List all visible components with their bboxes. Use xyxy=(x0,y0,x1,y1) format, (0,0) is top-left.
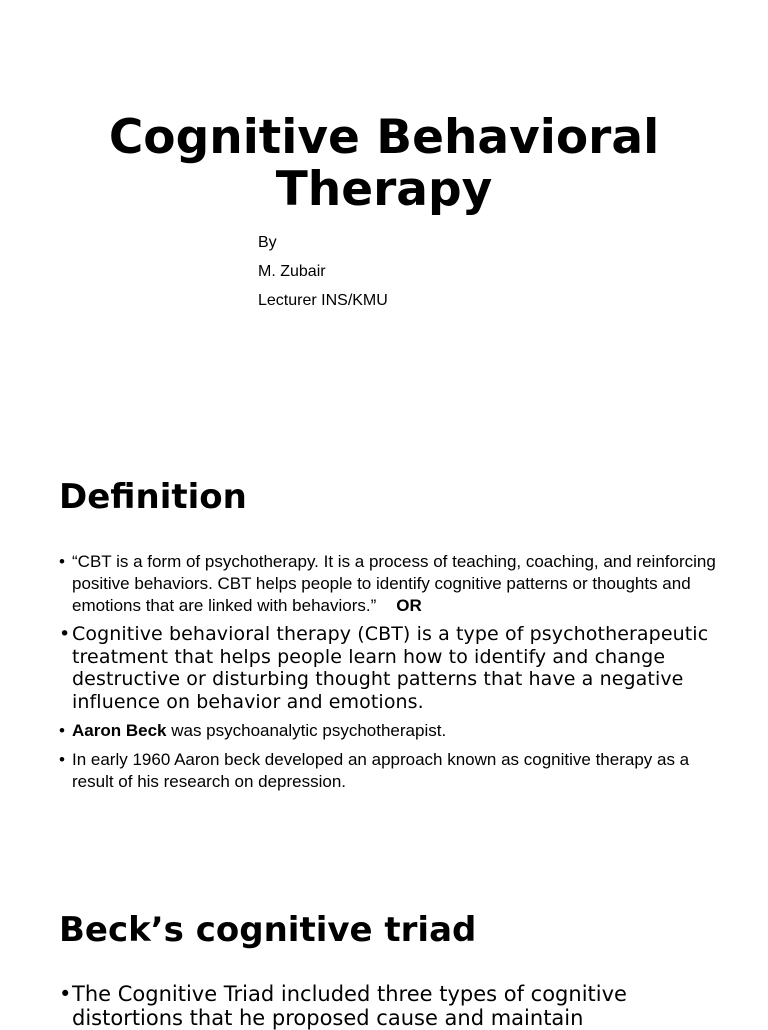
beck-name: Aaron Beck xyxy=(72,721,167,740)
by-label: By xyxy=(258,234,277,251)
definition-heading: Definition xyxy=(59,477,247,517)
triad-bullet-list xyxy=(59,982,719,1030)
author-affiliation: Lecturer INS/KMU xyxy=(258,292,388,309)
bullet-icon: • xyxy=(59,721,65,740)
bullet-icon: • xyxy=(59,982,72,1006)
cbt-description: Cognitive behavioral therapy (CBT) is a type of psychotherapeutic treatment that helps people learn how to identify and change destructive or disturbing thought patterns that have a negative influence on behavior and emotions. xyxy=(72,623,709,713)
cbt-quote: “CBT is a form of psychotherapy. It is a process of teaching, coaching, and reinforcing positive behaviors. CBT helps people to identify cognitive patterns or thoughts and emotions that are linked with behaviors.” xyxy=(72,552,716,615)
bullet-icon: • xyxy=(59,750,65,769)
bullet-icon: • xyxy=(59,623,71,645)
or-label: OR xyxy=(396,596,422,615)
definition-bullet-list xyxy=(59,551,719,800)
triad-heading: Beck’s cognitive triad xyxy=(59,910,477,950)
list-item xyxy=(59,749,719,793)
author-block xyxy=(258,228,388,315)
cognitive-triad-slide xyxy=(0,860,768,1030)
list-item xyxy=(59,623,719,713)
beck-history: In early 1960 Aaron beck developed an approach known as cognitive therapy as a result of his research on depression. xyxy=(72,750,690,791)
title-line-2: Therapy xyxy=(275,162,493,217)
definition-slide xyxy=(0,420,768,860)
title-slide xyxy=(0,0,768,420)
list-item xyxy=(59,720,719,742)
triad-text: The Cognitive Triad included three types of cognitive distortions that he proposed cause and maintain xyxy=(72,982,627,1030)
list-item xyxy=(59,551,719,617)
beck-description: was psychoanalytic psychotherapist. xyxy=(166,721,447,740)
author-name: M. Zubair xyxy=(258,263,326,280)
bullet-icon: • xyxy=(59,552,65,571)
list-item xyxy=(59,982,719,1030)
title-line-1: Cognitive Behavioral xyxy=(108,110,660,165)
presentation-title xyxy=(0,112,768,216)
